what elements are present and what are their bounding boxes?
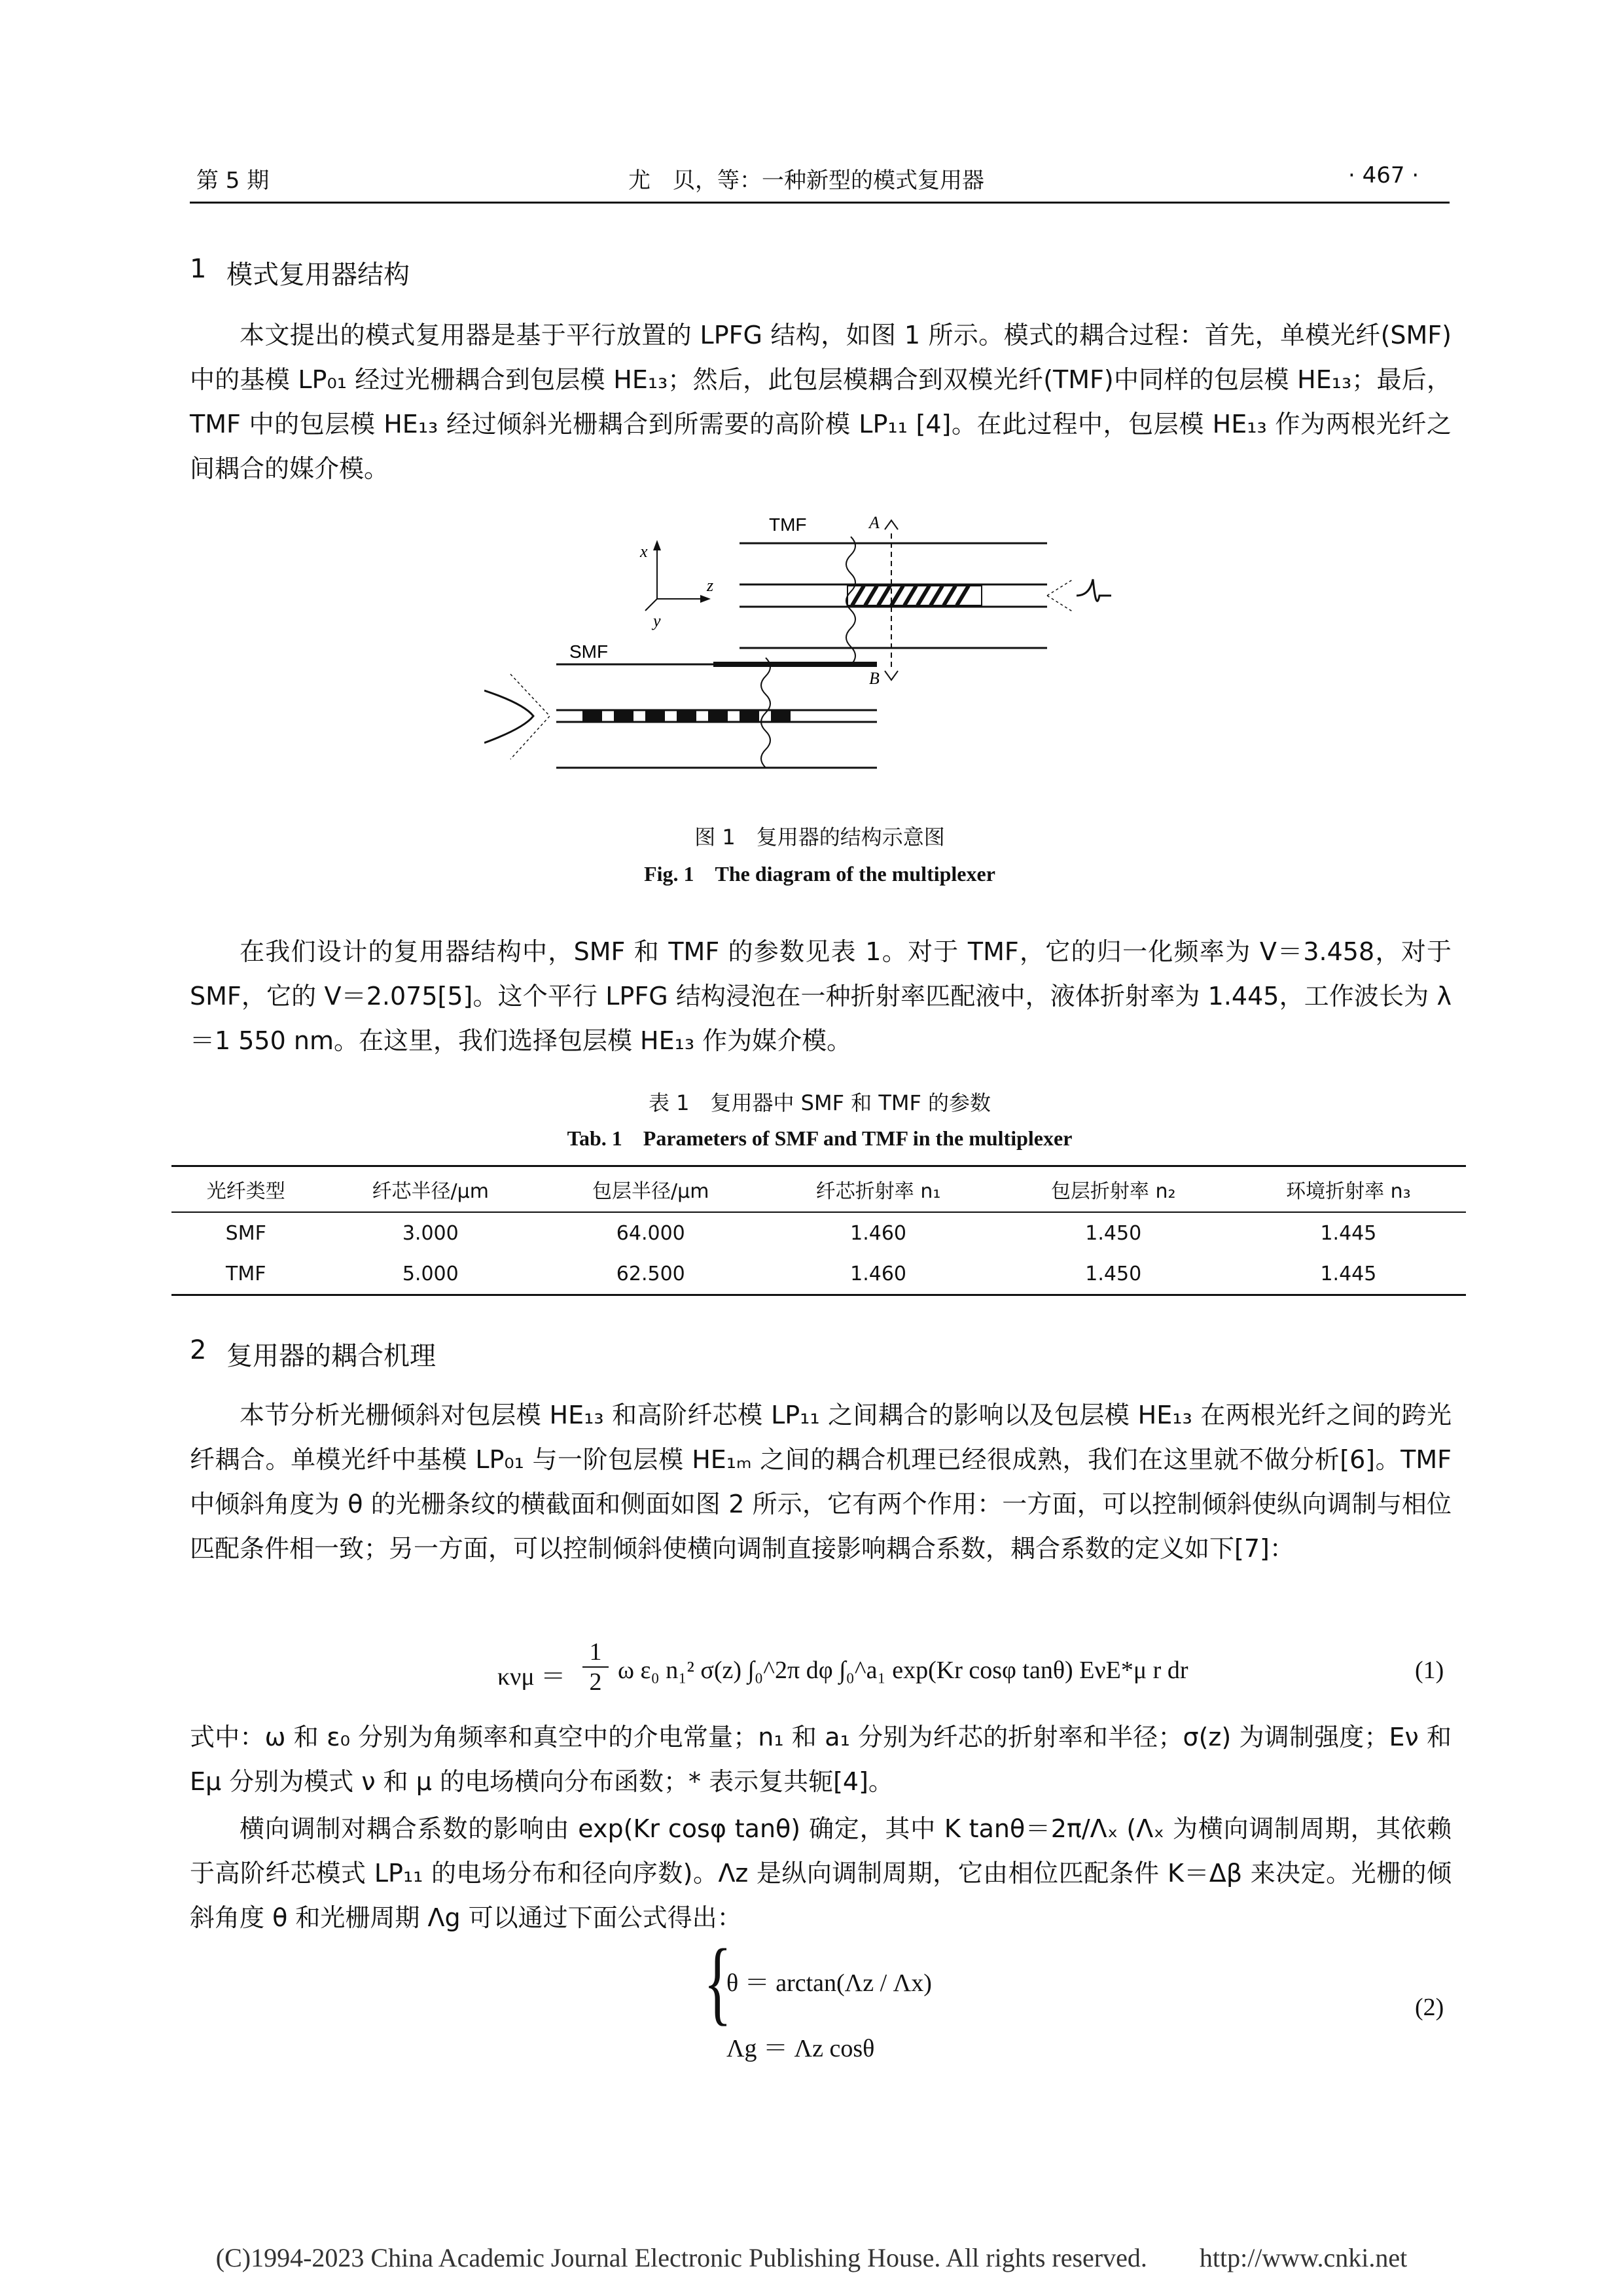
table-header-cell: 光纤类型 — [171, 1166, 321, 1213]
table-1-caption-zh: 表 1 复用器中 SMF 和 TMF 的参数 — [648, 1090, 991, 1115]
smf-label: SMF — [569, 641, 609, 662]
label-b: B — [869, 669, 880, 688]
table-header-cell: 纤芯半径/μm — [321, 1166, 541, 1213]
equation-2-line-1: θ ＝ arctan(Λz / Λx) — [726, 1969, 932, 1997]
parameter-paragraph — [190, 929, 1452, 1063]
table-row — [171, 1212, 1466, 1253]
table-cell: SMF — [225, 1221, 266, 1245]
equation-2-number: (2) — [1415, 1994, 1444, 2021]
tmf-label: TMF — [769, 514, 807, 535]
section-2-paragraph-1 — [190, 1393, 1452, 1571]
equation-2-brace: { — [704, 1931, 732, 2035]
issue-number: 第 5 期 — [196, 168, 270, 194]
equation-2-line-2: Λg ＝ Λz cosθ — [726, 2035, 875, 2062]
table-cell: TMF — [171, 1253, 321, 1295]
output-mode-profile — [1077, 579, 1111, 601]
section-1-number: 1 — [190, 254, 207, 284]
page-number: · 467 · — [1348, 162, 1419, 188]
figure-1-caption-zh: 图 1 复用器的结构示意图 — [694, 825, 945, 850]
figure-1-caption-en: Fig. 1 The diagram of the multiplexer — [644, 862, 995, 886]
parameter-table — [171, 1165, 1466, 1296]
fraction-numerator: 1 — [589, 1638, 602, 1666]
section-1-heading: 模式复用器结构 — [226, 260, 410, 290]
equation-1-rhs: ω ε₀ n₁² σ(z) ∫₀^2π dφ ∫₀^a₁ exp(Kr cosφ tanθ) EνE*μ r dr — [618, 1657, 1188, 1684]
label-a: A — [869, 513, 880, 532]
table-cell: 1.445 — [1231, 1253, 1466, 1295]
section-2-paragraph-3 — [190, 1806, 1452, 1940]
equation-1-fraction — [582, 1638, 609, 1696]
table-cell: 3.000 — [402, 1221, 459, 1245]
table-header-row — [171, 1166, 1466, 1213]
figure-1-diagram — [484, 507, 1113, 802]
section-2-heading: 复用器的耦合机理 — [226, 1341, 436, 1371]
header-rule — [190, 202, 1450, 204]
section-2-number: 2 — [190, 1335, 207, 1365]
section-2-text-1: 本节分析光栅倾斜对包层模 HE₁₃ 和高阶纤芯模 LP₁₁ 之间耦合的影响以及包层模 HE₁₃ 在两根光纤之间的跨光纤耦合。单模光纤中基模 LP₀₁ 与一阶包层模 HE₁ₘ 之间的耦合机理已经很成熟，我们在这里就不做分析[6]。TMF 中倾斜角度为 θ 的光栅条纹的横截面和侧面如图 2 所示，它有两个作用：一方面，可以控制倾斜使纵向调制与相位匹配条件相一致；另一方面，可以控制倾斜使横向调制直接影响耦合系数，耦合系数的定义如下[7]： — [190, 1401, 1452, 1563]
section-1-text: 本文提出的模式复用器是基于平行放置的 LPFG 结构，如图 1 所示。模式的耦合过程：首先，单模光纤(SMF)中的基模 LP₀₁ 经过光栅耦合到包层模 HE₁₃；然后，此包层模耦合到双模光纤(TMF)中同样的包层模 HE₁₃；最后，TMF 中的包层模 HE₁₃ 经过倾斜光栅耦合到所需要的高阶模 LP₁₁ [4]。在此过程中，包层模 HE₁₃ 作为两根光纤之间耦合的媒介模。 — [190, 321, 1452, 483]
table-row — [171, 1253, 1466, 1295]
smf-grating — [582, 710, 791, 722]
table-cell: 1.460 — [850, 1221, 907, 1245]
table-header-cell: 包层折射率 n₂ — [996, 1166, 1231, 1213]
table-header-cell: 纤芯折射率 n₁ — [761, 1166, 996, 1213]
table-cell: 1.445 — [1320, 1221, 1377, 1245]
section-2-text-3: 横向调制对耦合系数的影响由 exp(Kr cosφ tanθ) 确定，其中 K tanθ＝2π/Λₓ (Λₓ 为横向调制周期，其依赖于高阶纤芯模式 LP₁₁ 的电场分布和径向序数)。Λz 是纵向调制周期，它由相位匹配条件 K＝Δβ 来决定。光栅的倾斜角度 θ 和光栅周期 Λg 可以通过下面公式得出： — [190, 1814, 1452, 1932]
smf-field-wave — [761, 658, 770, 768]
parameter-text: 在我们设计的复用器结构中，SMF 和 TMF 的参数见表 1。对于 TMF，它的归一化频率为 V＝3.458，对于 SMF，它的 V＝2.075[5]。这个平行 LPFG 结构浸泡在一种折射率匹配液中，液体折射率为 1.445，工作波长为 λ＝1 550 nm。在这里，我们选择包层模 HE₁₃ 作为媒介模。 — [190, 937, 1452, 1055]
z-axis-label: z — [707, 576, 714, 595]
equation-1-lhs: κνμ ＝ — [497, 1663, 566, 1691]
table-cell: 1.450 — [996, 1253, 1231, 1295]
tilted-grating — [847, 586, 982, 605]
input-mode-profile — [484, 691, 533, 743]
y-axis-label: y — [653, 611, 661, 630]
table-header-cell: 包层半径/μm — [541, 1166, 760, 1213]
y-axis-arrow — [645, 599, 657, 611]
equation-1-number: (1) — [1415, 1657, 1444, 1684]
fraction-denominator: 2 — [582, 1666, 609, 1696]
table-cell: 64.000 — [616, 1221, 685, 1245]
section-1-paragraph — [190, 313, 1452, 491]
copyright-footer: (C)1994-2023 China Academic Journal Electronic Publishing House. All rights reserved. http://www.cnki.net — [215, 2243, 1408, 2272]
table-1-caption-en: Tab. 1 Parameters of SMF and TMF in the multiplexer — [567, 1126, 1073, 1150]
section-2-paragraph-2 — [190, 1715, 1452, 1804]
section-2-text-2: 式中：ω 和 ε₀ 分别为角频率和真空中的介电常量；n₁ 和 a₁ 分别为纤芯的折射率和半径；σ(z) 为调制强度；Eν 和 Eμ 分别为模式 ν 和 μ 的电场横向分布函数；* 表示复共轭[4]。 — [190, 1723, 1452, 1796]
table-cell: 1.450 — [1085, 1221, 1142, 1245]
running-title: 尤 贝，等：一种新型的模式复用器 — [628, 168, 984, 194]
table-cell: 1.460 — [761, 1253, 996, 1295]
table-cell: 5.000 — [321, 1253, 541, 1295]
x-axis-label: x — [640, 542, 648, 561]
table-header-cell: 环境折射率 n₃ — [1231, 1166, 1466, 1213]
table-cell: 62.500 — [541, 1253, 760, 1295]
